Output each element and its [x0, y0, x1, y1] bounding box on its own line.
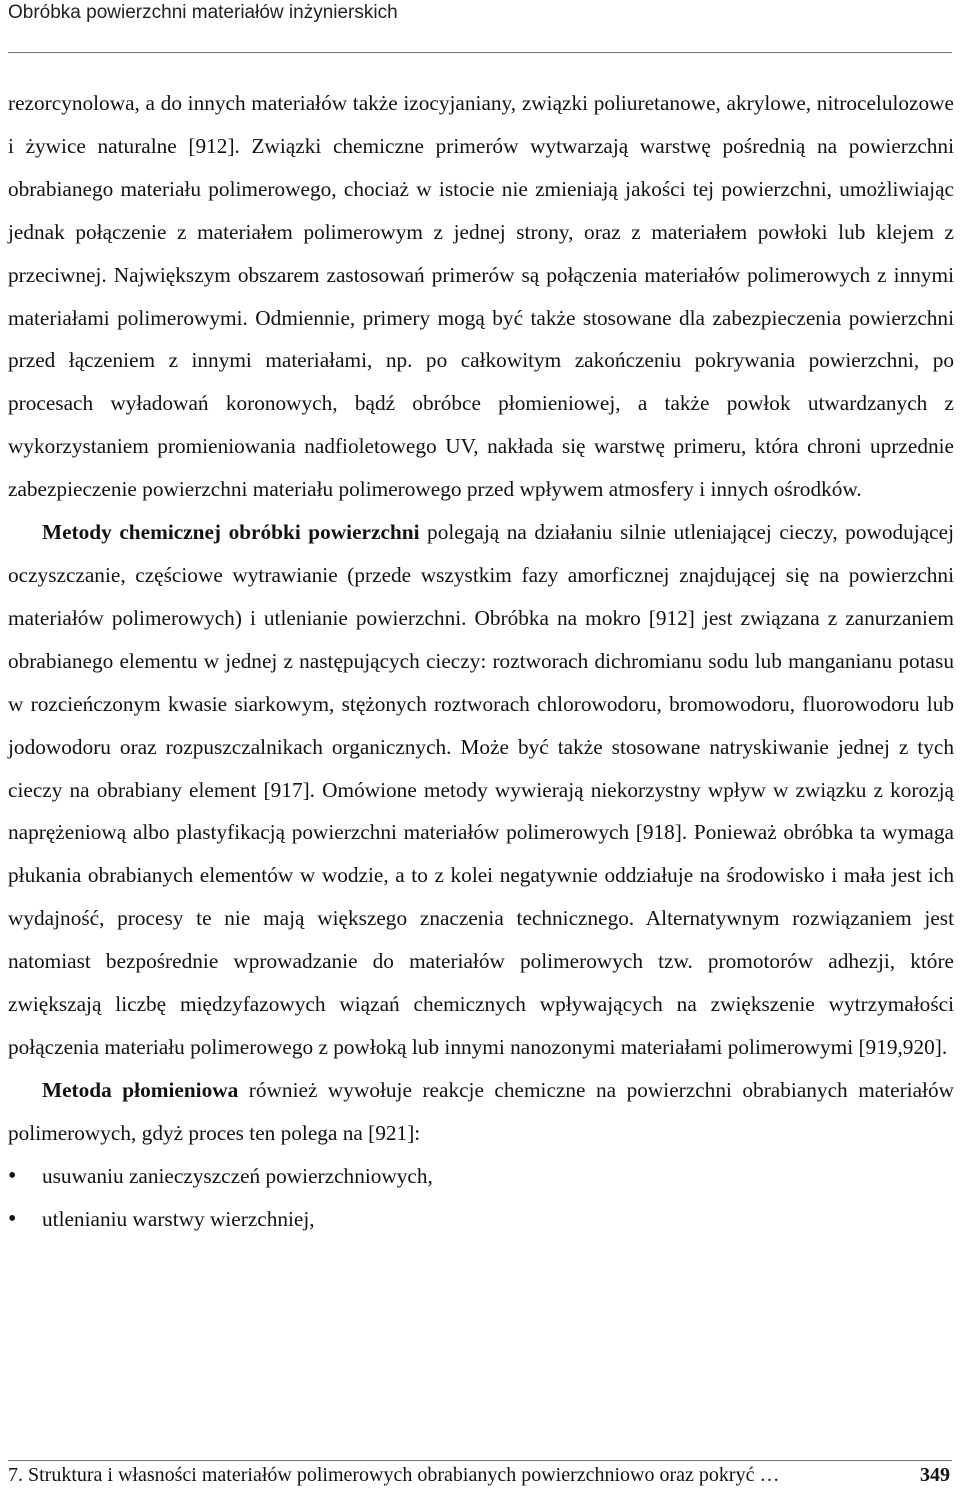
- paragraph-flame-method: [8, 1069, 954, 1155]
- running-header: Obróbka powierzchni materiałów inżynierskich: [8, 2, 398, 23]
- header-divider: [8, 52, 952, 53]
- term-chemical-methods: Metody chemicznej obróbki powierzchni: [42, 520, 420, 545]
- page-footer: [8, 1464, 950, 1487]
- paragraph-primers: rezorcynolowa, a do innych materiałów także izocyjaniany, związki poliuretanowe, akrylowe, nitrocelulozowe i żywice naturalne [912]. Związki chemiczne primerów wytwarzają warstwę pośrednią na powierzchni obrabianego materiału polimerowego, chociaż w istocie nie zmieniają jakości tej powierzchni, umożliwiając jednak połączenie z materiałem polimerowym z jednej strony, oraz z materiałem powłoki lub klejem z przeciwnej. Największym obszarem zastosowań primerów są połączenia materiałów polimerowych z innymi materiałami polimerowymi. Odmiennie, primery mogą być także stosowane dla zabezpieczenia powierzchni przed łączeniem z innymi materiałami, np. po całkowitym zakończeniu pokrywania powierzchni, po procesach wyładowań koronowych, bądź obróbce płomieniowej, a także powłok utwardzanych z wykorzystaniem promieniowania nadfioletowego UV, nakłada się warstwę primeru, która chroni uprzednie zabezpieczenie powierzchni materiału polimerowego przed wpływem atmosfery i innych ośrodków.: [8, 91, 954, 502]
- page-body: [8, 82, 954, 1240]
- footer-divider: [8, 1460, 952, 1461]
- bullet-item: • utlenianiu warstwy wierzchniej,: [8, 1198, 954, 1241]
- paragraph-flame-method-text: również wywołuje reakcje chemiczne na powierzchni obrabianych materiałów polimerowych, gdyż proces ten polega na [921]:: [8, 1077, 954, 1145]
- page-number: 349: [920, 1464, 950, 1486]
- bullet-item: • usuwaniu zanieczyszczeń powierzchniowych,: [8, 1155, 954, 1198]
- term-flame-method: Metoda płomieniowa: [42, 1077, 239, 1102]
- paragraph-chemical-methods-text: polegają na działaniu silnie utleniającej cieczy, powodującej oczyszczanie, częściowe wytrawianie (przede wszystkim fazy amorficznej znajdującej się na powierzchni materiałów polimerowych) i utlenianie powierzchni. Obróbka na mokro [912] jest związana z zanurzaniem obrabianego elementu w jednej z następujących cieczy: roztworach dichromianu sodu lub manganianu potasu w rozcieńczonym kwasie siarkowym, stężonych roztworach chlorowodoru, bromowodoru, fluorowodoru lub jodowodoru oraz rozpuszczalnikach organicznych. Może być także stosowane natryskiwanie jednej z tych cieczy na obrabiany element [917]. Omówione metody wywierają niekorzystny wpływ w związku z korozją naprężeniową albo plastyfikacją powierzchni materiałów polimerowych [918]. Ponieważ obróbka ta wymaga płukania obrabianych elementów w wodzie, a to z kolei negatywnie oddziałuje na środowisko i mała jest ich wydajność, procesy te nie mają większego znaczenia technicznego. Alternatywnym rozwiązaniem jest natomiast bezpośrednie wprowadzanie do materiałów polimerowych tzw. promotorów adhezji, które zwiększają liczbę międzyfazowych wiązań chemicznych wpływających na zwiększenie wytrzymałości połączenia materiału polimerowego z powłoką lub innymi nanozonymi materiałami polimerowymi [919,920].: [8, 520, 954, 1059]
- footer-chapter-title: 7. Struktura i własności materiałów polimerowych obrabianych powierzchniowo oraz pokryć …: [8, 1464, 780, 1486]
- bullet-list: [8, 1155, 954, 1241]
- paragraph-chemical-methods: [8, 511, 954, 1069]
